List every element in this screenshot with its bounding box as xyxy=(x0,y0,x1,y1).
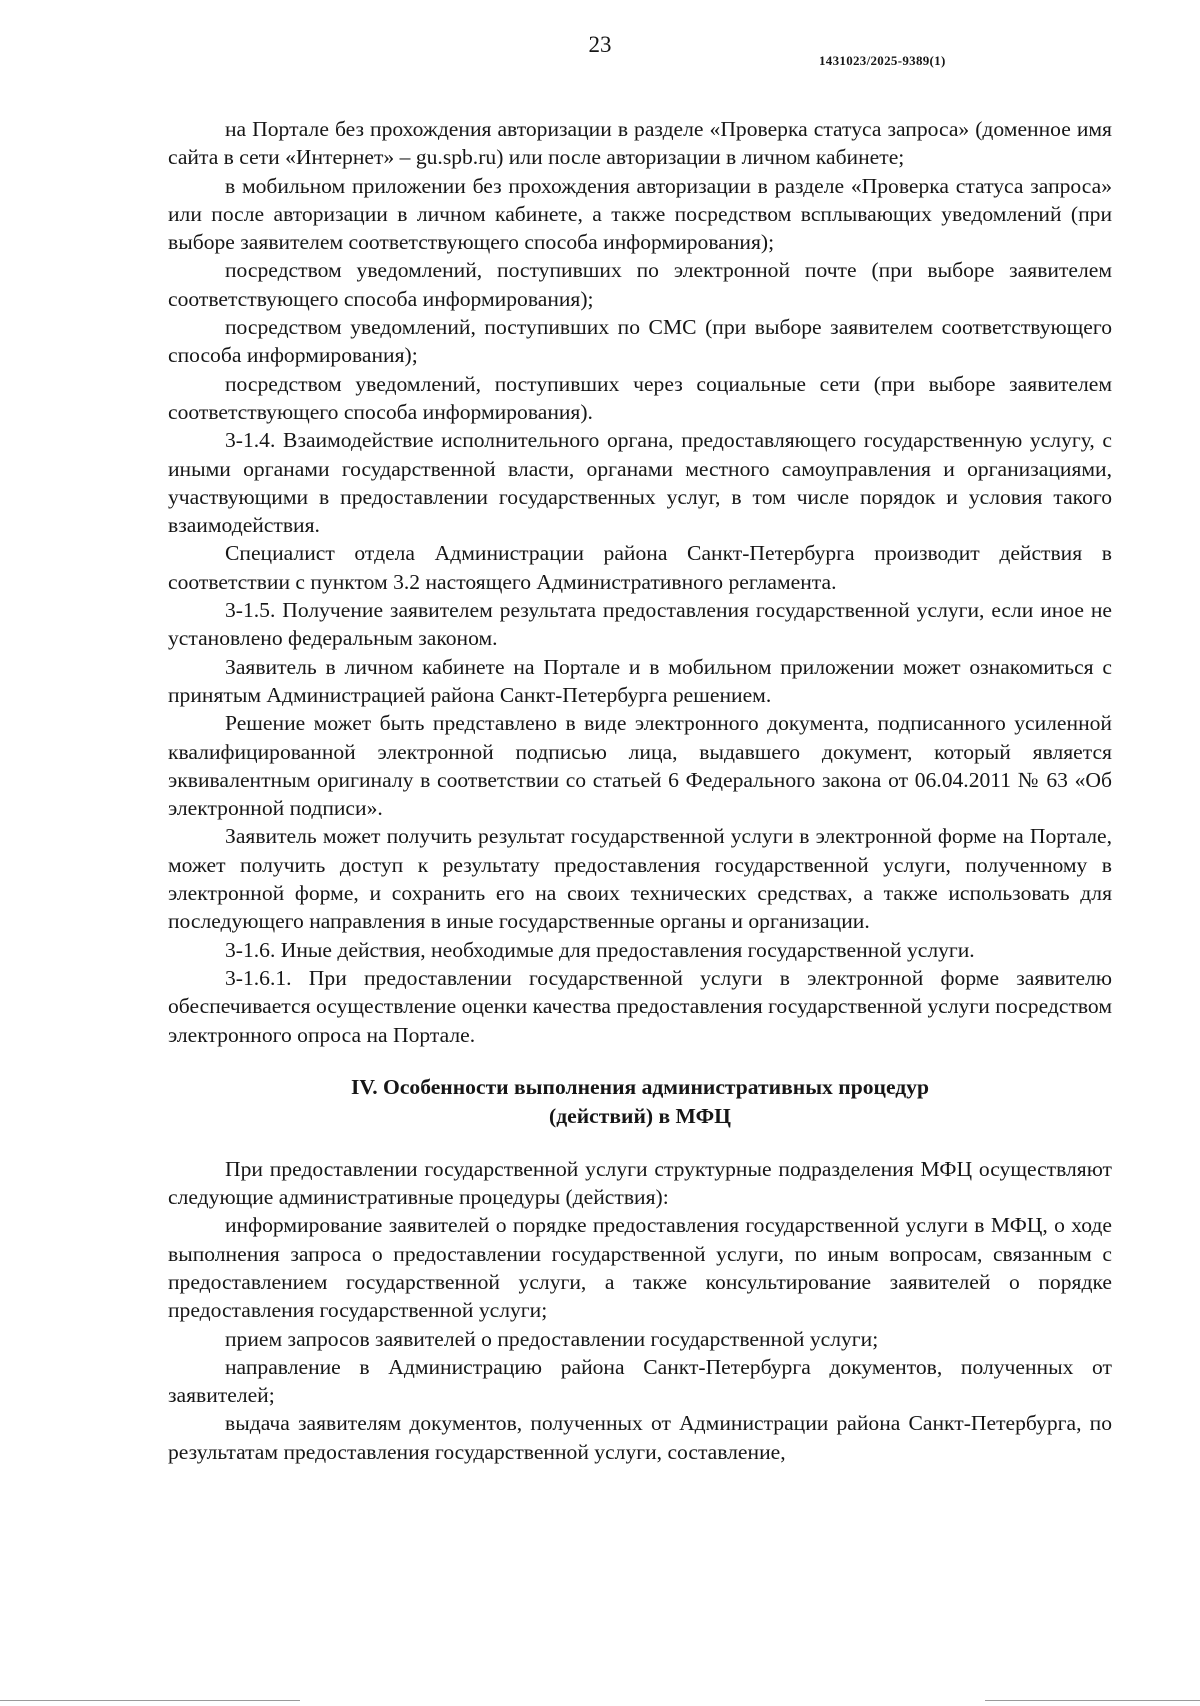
paragraph: Заявитель в личном кабинете на Портале и в мобильном приложении может ознакомиться с принятым Администрацией района Санкт-Петербурга решением. xyxy=(168,654,1112,707)
paragraph: Заявитель может получить результат государственной услуги в электронной форме на Портале, может получить доступ к результату предоставления государственной услуги, полученному в электронной форме, и сохранить его на своих технических средствах, а также использовать для последующего направления в иные государственные органы и организации. xyxy=(168,824,1112,934)
paragraph: посредством уведомлений, поступивших по электронной почте (при выборе заявителем соответствующего способа информирования); xyxy=(168,258,1112,311)
scan-edge-line xyxy=(0,1700,300,1701)
document-body xyxy=(168,115,1112,1466)
paragraph: Решение может быть представлено в виде электронного документа, подписанного усиленной квалифицированной электронной подписью лица, выдавшего документ, который является эквивалентным оригиналу в соответствии со статьей 6 Федерального закона от 06.04.2011 № 63 «Об электронной подписи». xyxy=(168,711,1112,821)
paragraph: 3-1.6. Иные действия, необходимые для предоставления государственной услуги. xyxy=(225,937,975,962)
paragraph: 3-1.4. Взаимодействие исполнительного органа, предоставляющего государственную услугу, с иными органами государственной власти, органами местного самоуправления и организациями, участвующими в предоставлении государственных услуг, в том числе порядок и условия такого взаимодействия. xyxy=(168,428,1112,538)
section-heading-line: IV. Особенности выполнения административных процедур xyxy=(351,1074,929,1099)
page-number: 23 xyxy=(588,32,612,57)
document-reference: 1431023/2025-9389(1) xyxy=(819,53,946,68)
paragraph: в мобильном приложении без прохождения авторизации в разделе «Проверка статуса запроса» или после авторизации в личном кабинете, а также посредством всплывающих уведомлений (при выборе заявителем соответствующего способа информирования); xyxy=(168,173,1112,255)
paragraph: 3-1.6.1. При предоставлении государственной услуги в электронной форме заявителю обеспечивается осуществление оценки качества предоставления государственной услуги посредством электронного опроса на Портале. xyxy=(168,965,1112,1047)
paragraph: выдача заявителям документов, полученных от Администрации района Санкт-Петербурга, по результатам предоставления государственной услуги, составление, xyxy=(168,1411,1112,1464)
paragraph: Специалист отдела Администрации района Санкт-Петербурга производит действия в соответствии с пунктом 3.2 настоящего Административного регламента. xyxy=(168,541,1112,594)
section-heading-line: (действий) в МФЦ xyxy=(549,1103,731,1128)
paragraph: При предоставлении государственной услуги структурные подразделения МФЦ осуществляют следующие административные процедуры (действия): xyxy=(168,1156,1112,1210)
paragraph: посредством уведомлений, поступивших через социальные сети (при выборе заявителем соответствующего способа информирования). xyxy=(168,371,1112,424)
paragraph: посредством уведомлений, поступивших по СМС (при выборе заявителем соответствующего способа информирования); xyxy=(168,315,1112,368)
scan-edge-line xyxy=(985,1700,1200,1701)
paragraph: на Портале без прохождения авторизации в разделе «Проверка статуса запроса» (доменное имя сайта в сети «Интернет» – gu.spb.ru) или после авторизации в личном кабинете; xyxy=(168,117,1112,170)
paragraph: информирование заявителей о порядке предоставления государственной услуги в МФЦ, о ходе выполнения запроса о предоставлении государственной услуги, по иным вопросам, связанным с предоставлением государственной услуги, а также консультирование заявителей о порядке предоставления государственной услуги; xyxy=(168,1213,1112,1323)
paragraph: 3-1.5. Получение заявителем результата предоставления государственной услуги, если иное не установлено федеральным законом. xyxy=(168,598,1112,651)
section-heading xyxy=(168,1073,1112,1131)
paragraph: прием запросов заявителей о предоставлении государственной услуги; xyxy=(225,1326,879,1351)
paragraph: направление в Администрацию района Санкт-Петербурга документов, полученных от заявителей; xyxy=(168,1354,1112,1408)
